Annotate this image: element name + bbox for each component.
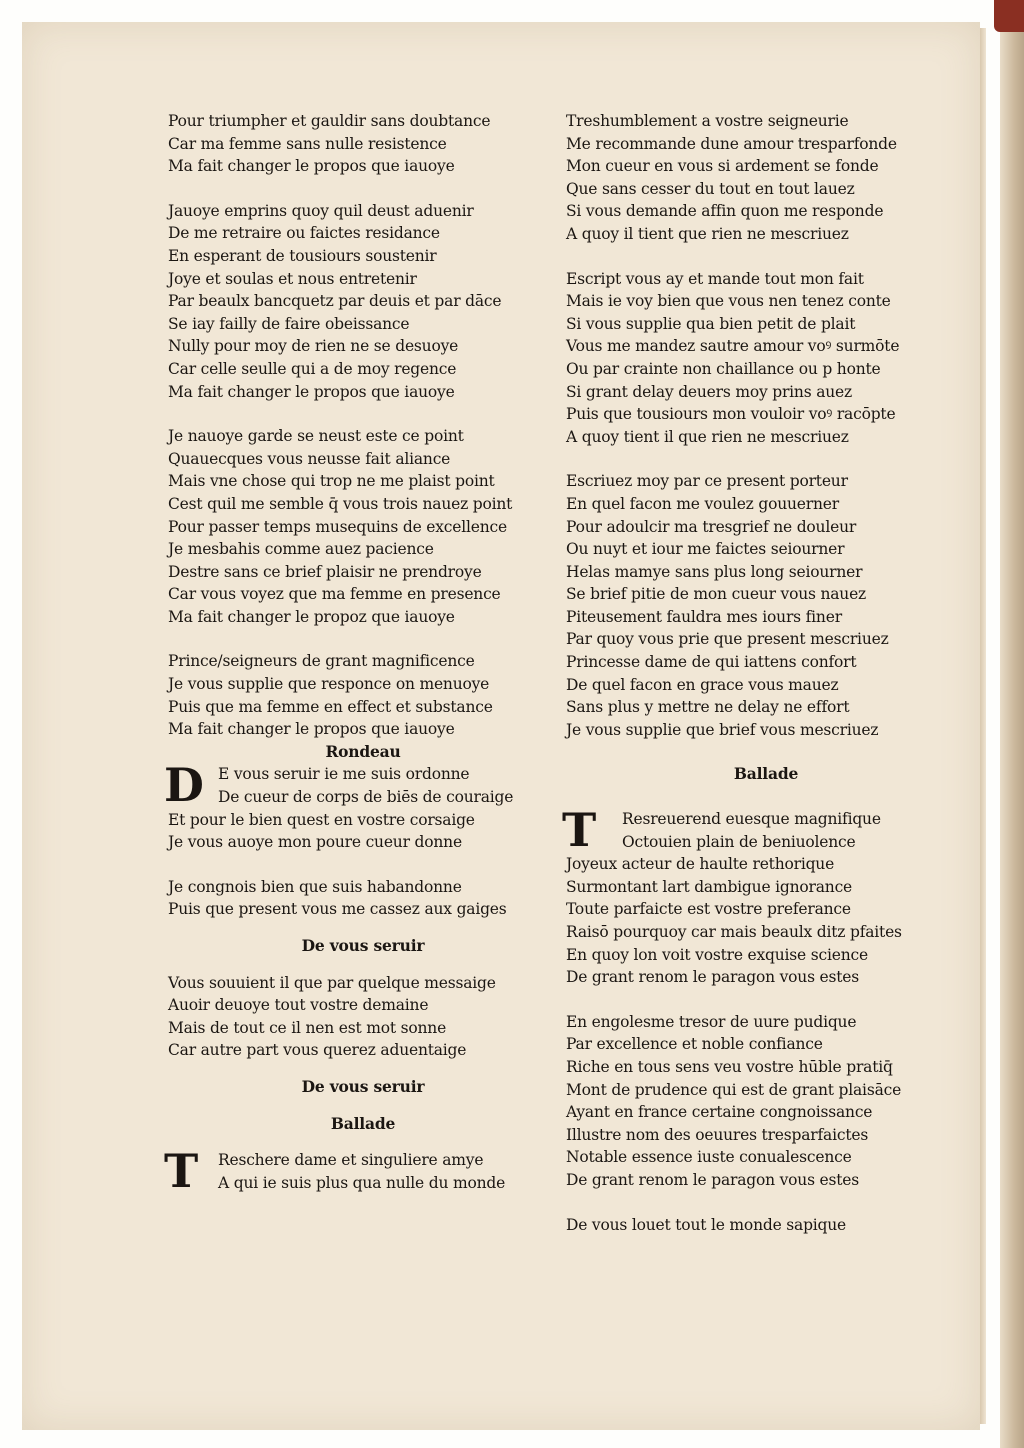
verse-line: Mont de prudence qui est de grant plaisāce (566, 1080, 902, 1099)
verse-line: A quoy il tient que rien ne mescriuez (566, 224, 849, 243)
verse-line: Riche en tous sens veu vostre hūble pratiq̄ (566, 1057, 893, 1076)
verse-line: De me retraire ou faictes residance (168, 224, 440, 243)
page-edge (980, 28, 986, 1424)
closing-line: De vous louet tout le monde sapique (566, 1215, 847, 1234)
right-stanza-2 (566, 268, 966, 449)
verse-line: Ayant en france certaine congnoissance (566, 1103, 873, 1122)
verse-line: Mais ie voy bien que vous nen tenez conte (566, 292, 891, 311)
verse-line: Surmontant lart dambigue ignorance (566, 877, 853, 896)
verse-line: Toute parfaicte est vostre preferance (566, 900, 851, 919)
verse-line: A quoy tient il que rien ne mescriuez (566, 427, 849, 446)
verse-line: Pour adoulcir ma tresgrief ne douleur (566, 517, 857, 536)
left-stanza-4 (168, 650, 558, 740)
verse-line: Puis que present vous me cassez aux gaiges (168, 900, 507, 919)
verse-line: De grant renom le paragon vous estes (566, 1170, 860, 1189)
verse-line: Ma fait changer le propos que iauoye (168, 720, 455, 739)
verse-line: Si grant delay deuers moy prins auez (566, 382, 852, 401)
verse-line: Ou par crainte non chaillance ou p honte (566, 359, 881, 378)
verse-line: Sans plus y mettre ne delay ne effort (566, 698, 850, 717)
verse-line: Que sans cesser du tout en tout lauez (566, 179, 855, 198)
left-stanza-2 (168, 200, 558, 403)
verse-line: Car autre part vous querez aduentaige (168, 1041, 467, 1060)
verse-line: Joye et soulas et nous entretenir (168, 269, 417, 288)
verse-line: Joyeux acteur de haulte rethorique (566, 855, 835, 874)
verse-line: De cueur de corps de biēs de couraige (218, 788, 514, 807)
verse-line: Mais vne chose qui trop ne me plaist point (168, 472, 495, 491)
verse-line: Je vous auoye mon poure cueur donne (168, 833, 462, 852)
drop-cap-initial: T (164, 1144, 199, 1199)
refrain-heading: De vous seruir (301, 1076, 425, 1096)
verse-line: Je vous supplie que responce on menuoye (168, 675, 490, 694)
verse-line: Pour passer temps musequins de excellence (168, 517, 507, 536)
verse-line: Jauoye emprins quoy quil deust aduenir (168, 201, 474, 220)
verse-line: Ma fait changer le propoz que iauoye (168, 607, 455, 626)
verse-line: De grant renom le paragon vous estes (566, 968, 860, 987)
verse-line: Car celle seulle qui a de moy regence (168, 359, 457, 378)
verse-line: Reschere dame et singuliere amye (218, 1151, 484, 1170)
verse-line: Raisō pourquoy car mais beaulx ditz pfaites (566, 923, 902, 941)
ballade-heading: Ballade (330, 1113, 396, 1133)
left-column (164, 110, 558, 1199)
verse-line: Et pour le bien quest en vostre corsaige (168, 810, 475, 829)
verse-line: Piteusement fauldra mes iours finer (566, 607, 842, 626)
right-column (562, 110, 966, 1236)
verse-line: Auoir deuoye tout vostre demaine (168, 996, 429, 1015)
verse-line: Par excellence et noble confiance (566, 1035, 823, 1054)
verse-line: En quoy lon voit vostre exquise science (566, 945, 868, 964)
verse-line: Escript vous ay et mande tout mon fait (566, 269, 864, 288)
verse-line: Vous me mandez sautre amour voꝰ surmōte (566, 337, 900, 356)
bookmark-ribbon (994, 0, 1024, 32)
verse-line: Puis que tousiours mon vouloir voꝰ racōpte (566, 405, 896, 424)
right-stanza-5 (566, 1011, 966, 1192)
verse-line: Octouien plain de beniuolence (622, 832, 856, 851)
verse-line: Je vous supplie que brief vous mescriuez (566, 720, 879, 739)
rondeau-heading: Rondeau (325, 741, 401, 761)
verse-line: Si vous demande affin quon me responde (566, 202, 884, 221)
verse-line: Ma fait changer le propos que iauoye (168, 157, 455, 176)
verse-line: A qui ie suis plus qua nulle du monde (218, 1173, 506, 1192)
verse-line: Resreuerend euesque magnifique (622, 810, 881, 829)
verse-line: Treshumblement a vostre seigneurie (566, 112, 849, 130)
verse-line: Car ma femme sans nulle resistence (168, 134, 447, 153)
left-stanza-3 (168, 425, 558, 628)
verse-line: Helas mamye sans plus long seiourner (566, 562, 863, 581)
ballade-block (562, 803, 966, 858)
drop-cap-initial: T (562, 803, 597, 858)
verse-line: En quel facon me voulez gouuerner (566, 494, 839, 513)
refrain-heading: De vous seruir (301, 936, 425, 955)
verse-line: Par quoy vous prie que present mescriuez (566, 630, 889, 649)
verse-line: Ma fait changer le propos que iauoye (168, 382, 455, 401)
right-stanza-3 (566, 470, 966, 741)
verse-line: E vous seruir ie me suis ordonne (218, 765, 470, 784)
verse-line: Par beaulx bancquetz par deuis et par dāce (168, 292, 502, 311)
ballade-block (164, 1144, 558, 1199)
verse-line: Escriuez moy par ce present porteur (566, 472, 848, 491)
verse-line: Mon cueur en vous si ardement se fonde (566, 157, 879, 176)
verse-line: Illustre nom des oeuures tresparfaictes (566, 1125, 869, 1144)
verse-line: Princesse dame de qui iattens confort (566, 653, 857, 672)
verse-line: Se brief pitie de mon cueur vous nauez (566, 585, 867, 604)
verse-line: En engolesme tresor de uure pudique (566, 1012, 857, 1031)
verse-line: Nully pour moy de rien ne se desuoye (168, 337, 459, 356)
verse-line: Me recommande dune amour tresparfonde (566, 134, 897, 153)
book-spine (1000, 25, 1024, 1448)
verse-line: Je nauoye garde se neust este ce point (168, 427, 464, 446)
verse-line: Prince/seigneurs de grant magnificence (168, 652, 475, 671)
left-stanza-1 (168, 110, 558, 178)
verse-line: Puis que ma femme en effect et substance (168, 697, 493, 716)
right-stanza-1 (566, 110, 966, 246)
verse-line: Se iay failly de faire obeissance (168, 314, 410, 333)
verse-line: Je mesbahis comme auez pacience (168, 540, 434, 559)
verse-line: Pour triumpher et gauldir sans doubtance (168, 112, 491, 130)
verse-line: Notable essence iuste conualescence (566, 1148, 852, 1167)
verse-line: Je congnois bien que suis habandonne (168, 877, 462, 896)
verse-line: Quauecques vous neusse fait aliance (168, 449, 451, 468)
verse-line: Cest quil me semble q̄ vous trois nauez point (168, 494, 513, 513)
drop-cap-initial: D (164, 758, 204, 813)
rondeau-block (164, 758, 558, 813)
verse-line: Si vous supplie qua bien petit de plait (566, 314, 856, 333)
verse-line: Ou nuyt et iour me faictes seiourner (566, 540, 845, 559)
ballade-heading: Ballade (733, 764, 799, 784)
verse-line: Mais de tout ce il nen est mot sonne (168, 1018, 447, 1037)
verse-line: Destre sans ce brief plaisir ne prendroye (168, 562, 482, 581)
verse-line: Vous souuient il que par quelque messaige (168, 973, 496, 992)
verse-line: De quel facon en grace vous mauez (566, 675, 839, 694)
verse-line: Car vous voyez que ma femme en presence (168, 585, 501, 604)
verse-line: En esperant de tousiours soustenir (168, 246, 437, 265)
